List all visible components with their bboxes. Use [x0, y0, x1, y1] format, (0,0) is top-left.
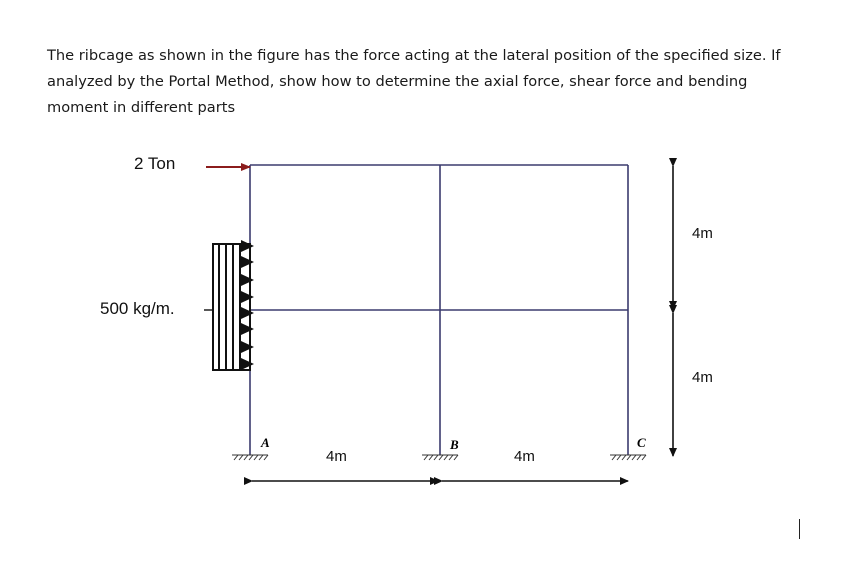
support-b-label: B: [450, 437, 459, 452]
height-upper-label: 4m: [692, 225, 713, 242]
support-b: [422, 455, 458, 460]
problem-line-2: analyzed by the Portal Method, show how to determine the axial force, shear force and bending: [47, 73, 748, 90]
distributed-load-arrowheads: [241, 240, 254, 370]
span-bc-label: 4m: [514, 448, 535, 465]
text-cursor: [799, 519, 800, 539]
height-lower-label: 4m: [692, 369, 713, 386]
frame-members: [250, 165, 628, 455]
support-a-label: A: [261, 435, 270, 450]
distributed-load-label: 500 kg/m.: [100, 299, 175, 318]
point-load-label: 2 Ton: [134, 154, 176, 173]
problem-line-3: moment in different parts: [47, 99, 236, 116]
support-a: [232, 455, 268, 460]
problem-line-1: The ribcage as shown in the figure has the force acting at the lateral position of the specified size. If: [47, 47, 781, 64]
span-ab-label: 4m: [326, 448, 347, 465]
support-c-label: C: [637, 435, 646, 450]
support-c: [610, 455, 646, 460]
